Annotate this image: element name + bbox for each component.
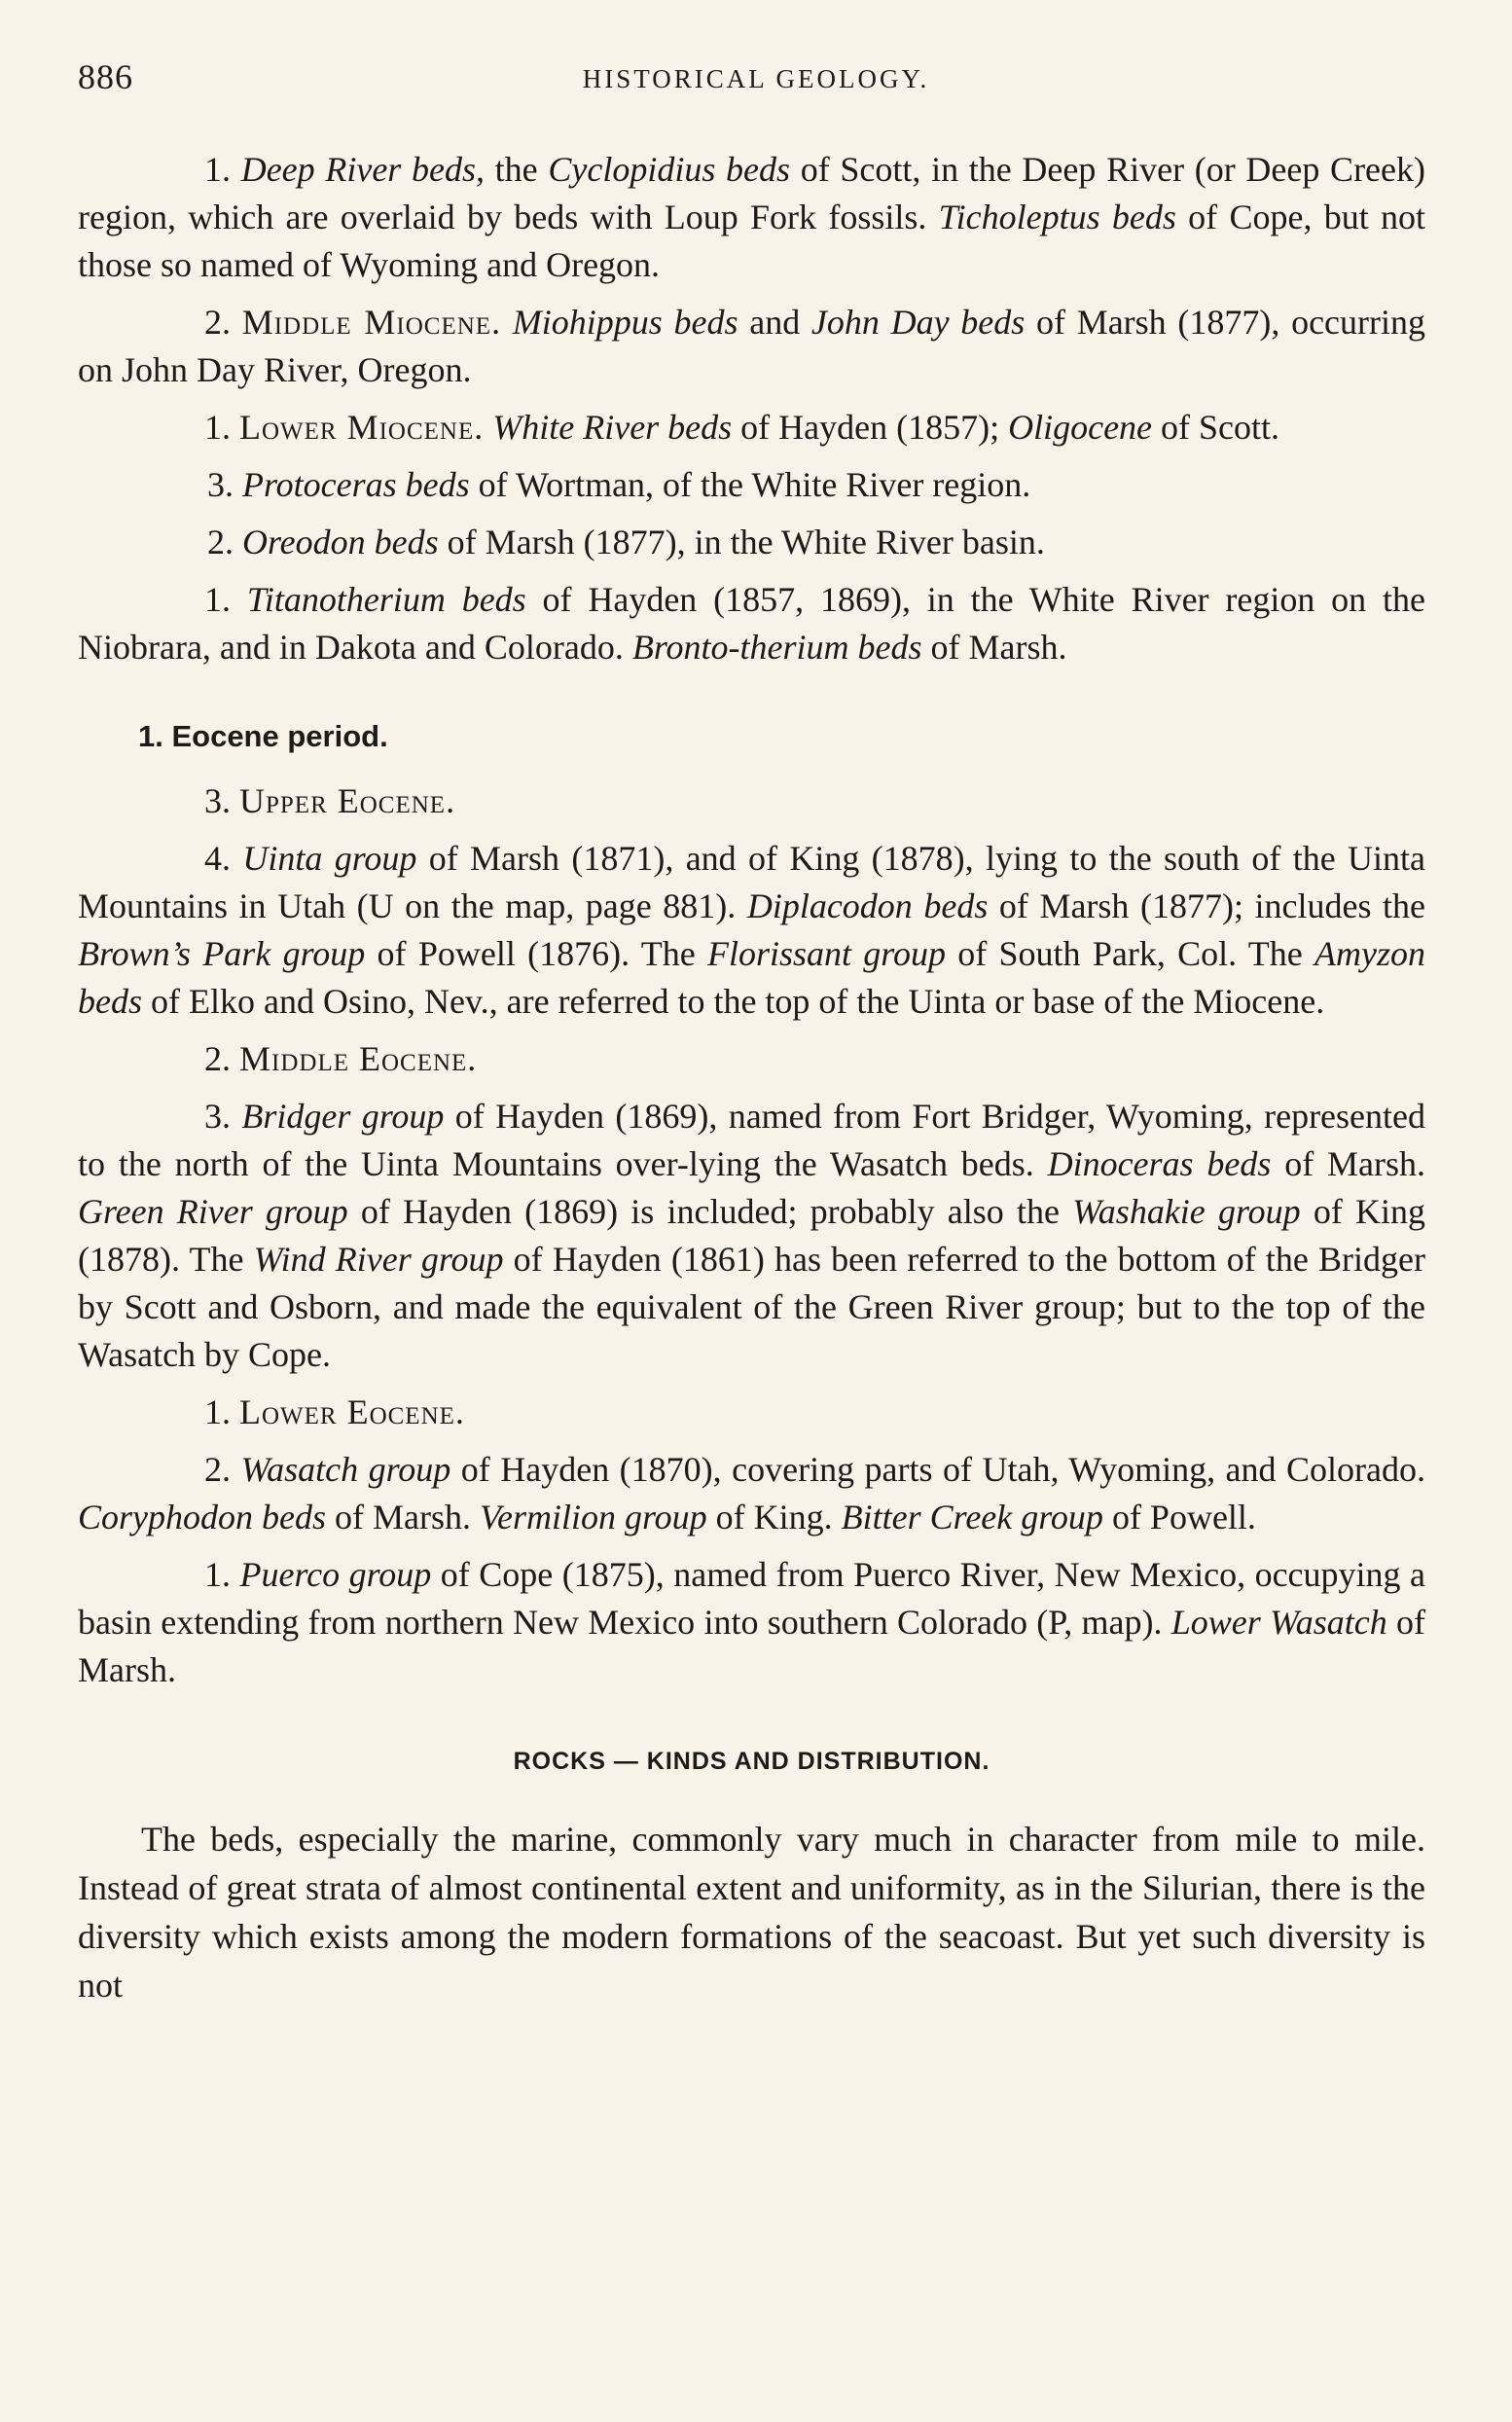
text-paragraph [78, 1815, 1425, 2009]
text-run: The beds, especially the marine, commonly vary much in character from mile to mile. Instead of great strata of almost continental extent and uniformity, as in the Silurian, there is the diversity which exists among the modern formations of the seacoast. But yet such diversity is not [78, 1820, 1425, 2005]
text-run: 3. [207, 465, 242, 504]
italic-term: Vermilion group [479, 1498, 707, 1536]
text-paragraph [78, 1446, 1425, 1541]
text-run: of Hayden (1870), covering parts of Utah, Wyoming, and Colorado. [450, 1450, 1425, 1489]
text-run: of Hayden (1861) has been referred to the bottom of the Bridger by Scott and Osborn, and made the equivalent of the Green River group; but to the top of the Wasatch by Cope. [78, 1240, 1425, 1374]
text-paragraph [78, 404, 1425, 452]
text-run: the [484, 150, 549, 189]
italic-term: Deep River beds, [240, 150, 485, 189]
text-run: and [738, 303, 811, 342]
epoch-heading: Upper Eocene. [239, 781, 456, 820]
text-run: of Hayden (1857, 1869), in the White River region on the Niobrara, and in Dakota and Colorado. [78, 580, 1425, 667]
text-run: of Marsh (1871), and of King (1878), lying to the south of the Uinta Mountains in Utah (U on the map, page 881). [78, 839, 1426, 925]
italic-term: Coryphodon beds [78, 1498, 326, 1536]
text-paragraph [78, 146, 1425, 289]
text-run: of Cope (1875), named from Puerco River, New Mexico, occupying a basin extending from northern New Mexico into southern Colorado (P, map). [78, 1555, 1426, 1642]
text-run: ROCKS — KINDS AND DISTRIBUTION. [513, 1748, 990, 1775]
running-head: HISTORICAL GEOLOGY. [582, 64, 930, 93]
text-run: 1. [204, 1555, 240, 1594]
page-header [0, 56, 1512, 105]
epoch-heading: Lower Miocene. [239, 408, 485, 447]
text-run: 1. [204, 1392, 239, 1431]
italic-term: Bridger group [241, 1097, 445, 1136]
text-paragraph [78, 299, 1425, 394]
text-run: of Hayden (1857); [732, 408, 1009, 447]
text-run: of Marsh (1877), occurring on John Day River, Oregon. [78, 303, 1426, 389]
italic-term: John Day beds [810, 303, 1026, 342]
italic-term: Brown’s Park group [78, 934, 366, 973]
italic-term: Bronto-therium beds [631, 628, 922, 667]
italic-term: Wind River group [253, 1240, 504, 1279]
text-run: 2. [204, 303, 242, 342]
epoch-heading: Middle Eocene. [239, 1039, 478, 1078]
italic-term: Green River group [78, 1192, 348, 1231]
italic-term: White River beds [492, 408, 733, 447]
text-run: of Marsh. [78, 1603, 1425, 1689]
text-run: of King. [706, 1498, 842, 1536]
text-run: 1. [204, 580, 247, 619]
text-run: 2. [204, 1039, 239, 1078]
text-run: of Marsh. [921, 628, 1067, 667]
text-run: of Wortman, of the White River region. [469, 465, 1031, 504]
text-paragraph [78, 835, 1425, 1026]
italic-term: Protoceras beds [242, 465, 470, 504]
text-run: of Powell. [1102, 1498, 1256, 1536]
italic-term: Puerco group [239, 1555, 432, 1594]
text-run: of Marsh. [1271, 1144, 1425, 1183]
text-run: of Marsh (1877), in the White River basin. [438, 523, 1045, 561]
text-run: of Elko and Osino, Nev., are referred to the top of the Uinta or base of the Miocene. [142, 982, 1325, 1021]
text-run: 3. [204, 1097, 242, 1136]
text-paragraph [78, 461, 1425, 509]
text-paragraph [78, 777, 1425, 825]
text-run: 3. [204, 781, 239, 820]
section-title [78, 1748, 1425, 1776]
page-number: 886 [78, 57, 133, 96]
text-run: 2. [207, 523, 242, 561]
epoch-heading: Lower Eocene. [239, 1392, 465, 1431]
italic-term: Wasatch group [240, 1450, 451, 1489]
epoch-heading: Middle Miocene. [241, 303, 502, 342]
italic-term: Florissant group [706, 934, 946, 973]
text-run [484, 408, 492, 447]
italic-term: Lower Wasatch [1170, 1603, 1387, 1642]
text-run: 1. [204, 150, 241, 189]
italic-term: Oreodon beds [242, 523, 439, 561]
italic-term: Titanotherium beds [246, 580, 526, 619]
period-heading [78, 712, 1425, 760]
italic-term: Uinta group [242, 839, 417, 878]
text-paragraph [78, 1389, 1425, 1436]
italic-term: Miohippus beds [512, 303, 738, 342]
italic-term: Diplacodon beds [746, 886, 989, 925]
text-run: of Hayden (1869), named from Fort Bridger, Wyoming, represented to the north of the Uinta Mountains over-lying the Wasatch beds. [78, 1097, 1426, 1183]
text-paragraph [78, 1551, 1425, 1694]
italic-term: Bitter Creek group [841, 1498, 1103, 1536]
text-paragraph [78, 576, 1425, 671]
text-run: of Scott, in the Deep River (or Deep Creek) region, which are overlaid by beds with Loup Fork fossils. [78, 150, 1425, 236]
text-run: 1. [204, 408, 239, 447]
italic-term: Amyzon beds [78, 934, 1425, 1021]
text-run [501, 303, 513, 342]
italic-term: Cyclopidius beds [548, 150, 791, 189]
italic-term: Dinoceras beds [1047, 1144, 1272, 1183]
text-run: of Powell (1876). The [365, 934, 707, 973]
text-run: of Hayden (1869) is included; probably also the [347, 1192, 1073, 1231]
text-run: 2. [204, 1450, 241, 1489]
text-paragraph [78, 1035, 1425, 1083]
text-run: of Scott. [1152, 408, 1280, 447]
page-body [78, 146, 1425, 2009]
text-paragraph [78, 519, 1425, 566]
italic-term: Oligocene [1008, 408, 1153, 447]
text-run: of Cope, but not those so named of Wyoming and Oregon. [78, 198, 1425, 284]
text-run: 1. Eocene period. [138, 719, 388, 753]
italic-term: Ticholeptus beds [938, 198, 1176, 236]
text-run: of King (1878). The [78, 1192, 1425, 1279]
italic-term: Washakie group [1072, 1192, 1301, 1231]
text-paragraph [78, 1093, 1425, 1379]
text-run: of Marsh. [326, 1498, 480, 1536]
text-run: of South Park, Col. The [945, 934, 1315, 973]
text-run: 4. [204, 839, 243, 878]
text-run: of Marsh (1877); includes the [988, 886, 1426, 925]
